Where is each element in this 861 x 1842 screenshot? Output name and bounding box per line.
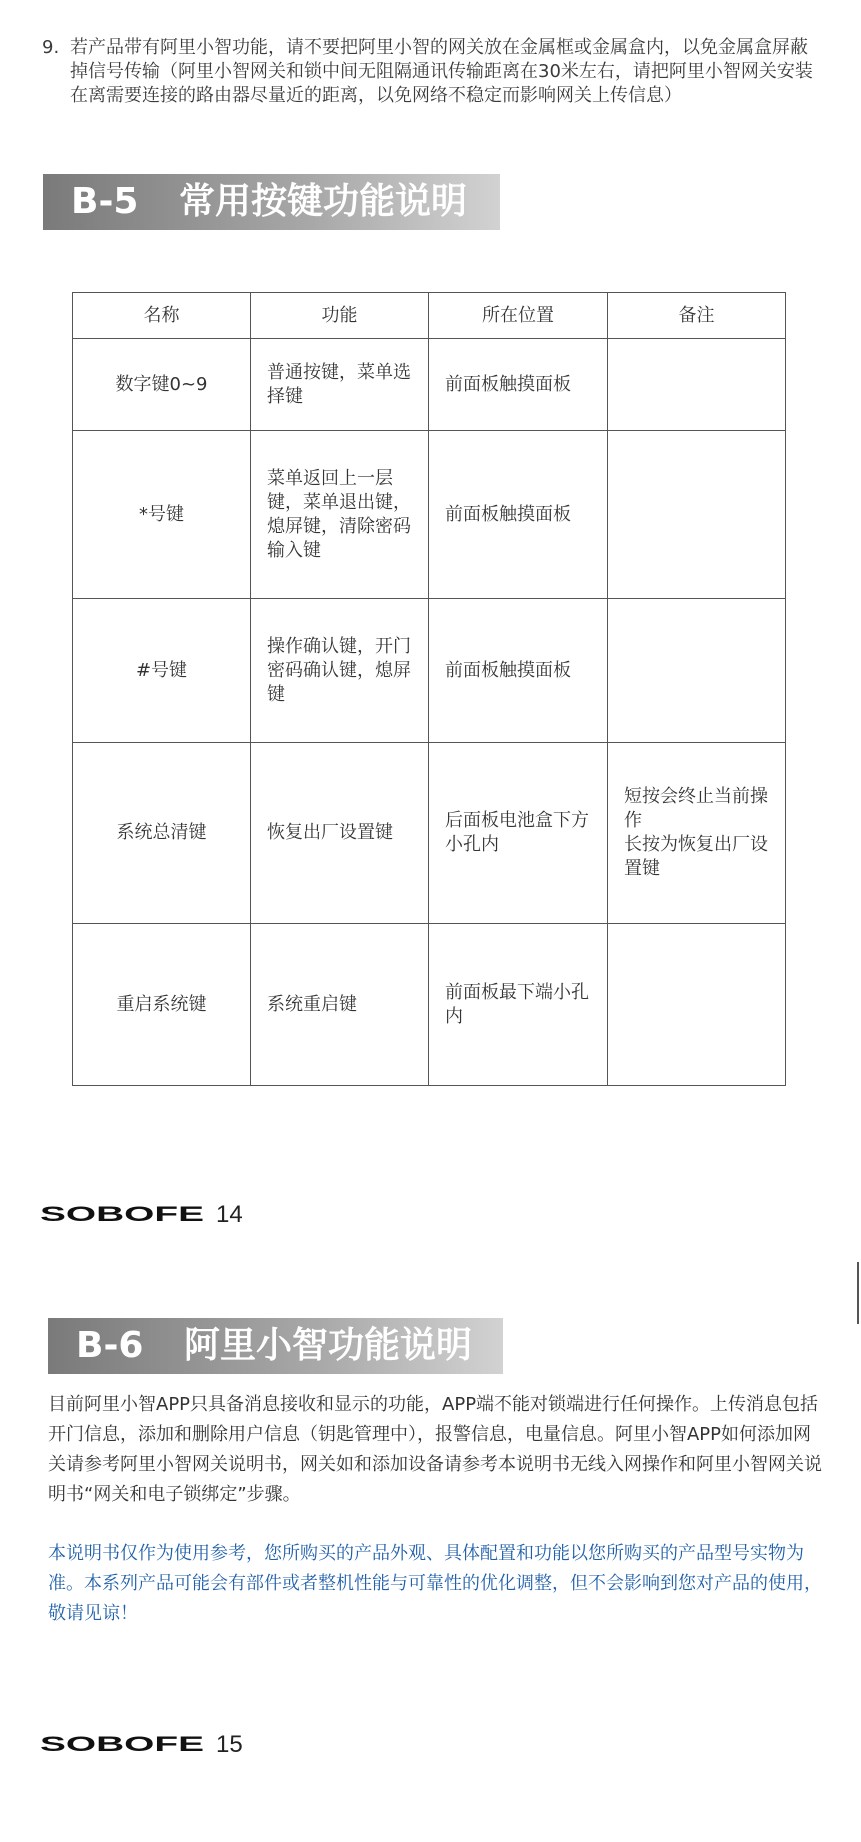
col-header-name: 名称 xyxy=(73,293,251,339)
page-edge-mark xyxy=(857,1262,859,1324)
cell-remark: 短按会终止当前操作 长按为恢复出厂设置键 xyxy=(608,743,786,924)
cell-function: 恢复出厂设置键 xyxy=(251,743,429,924)
page-number: 14 xyxy=(216,1201,243,1228)
section-banner-b5 xyxy=(43,174,500,230)
section-title: 阿里小智功能说明 xyxy=(184,1325,473,1366)
cell-name: 系统总清键 xyxy=(73,743,251,924)
brand-logo xyxy=(40,1734,206,1754)
note-text: 若产品带有阿里小智功能，请不要把阿里小智的网关放在金属框或金属盒内，以免金属盒屏蔽掉信号传输（阿里小智网关和锁中间无阻隔通讯传输距离在30米左右，请把阿里小智网关安装在离需要连接的路由器尽量近的距离，以免网络不稳定而影响网关上传信息） xyxy=(70,37,813,106)
cell-location: 前面板触摸面板 xyxy=(429,431,608,599)
section-banner-b6 xyxy=(48,1318,503,1374)
cell-name: *号键 xyxy=(73,431,251,599)
brand-logo-text: SOBOFE xyxy=(40,1734,204,1754)
cell-remark xyxy=(608,339,786,431)
cell-remark xyxy=(608,599,786,743)
section-title: 常用按键功能说明 xyxy=(179,181,468,222)
section-code: B-5 xyxy=(71,181,139,222)
cell-name: #号键 xyxy=(73,599,251,743)
intro-paragraph: 目前阿里小智APP只具备消息接收和显示的功能，APP端不能对锁端进行任何操作。上传消息包括开门信息，添加和删除用户信息（钥匙管理中），报警信息，电量信息。阿里小智APP如何添加网关请参考阿里小智网关说明书，网关如和添加设备请参考本说明书无线入网操作和阿里小智网关说明书“网关和电子锁绑定”步骤。 xyxy=(48,1394,822,1505)
section-code: B-6 xyxy=(76,1325,144,1366)
page-number: 15 xyxy=(216,1731,243,1758)
table-row xyxy=(73,924,786,1086)
cell-function: 菜单返回上一层键，菜单退出键，熄屏键，清除密码输入键 xyxy=(251,431,429,599)
cell-function: 普通按键，菜单选择键 xyxy=(251,339,429,431)
col-header-remark: 备注 xyxy=(608,293,786,339)
cell-name: 数字键0~9 xyxy=(73,339,251,431)
cell-remark xyxy=(608,924,786,1086)
cell-location: 前面板最下端小孔内 xyxy=(429,924,608,1086)
table-row xyxy=(73,743,786,924)
note-number: 9. xyxy=(42,37,60,58)
cell-name: 重启系统键 xyxy=(73,924,251,1086)
table-row xyxy=(73,431,786,599)
cell-location: 前面板触摸面板 xyxy=(429,599,608,743)
cell-location: 后面板电池盒下方小孔内 xyxy=(429,743,608,924)
brand-logo-text: SOBOFE xyxy=(40,1204,204,1224)
table-header-row xyxy=(73,293,786,339)
brand-logo xyxy=(40,1204,206,1224)
disclaimer-paragraph: 本说明书仅作为使用参考，您所购买的产品外观、具体配置和功能以您所购买的产品型号实物为准。本系列产品可能会有部件或者整机性能与可靠性的优化调整，但不会影响到您对产品的使用，敬请见谅！ xyxy=(48,1543,822,1624)
col-header-function: 功能 xyxy=(251,293,429,339)
table-row xyxy=(73,599,786,743)
cell-function: 系统重启键 xyxy=(251,924,429,1086)
cell-location: 前面板触摸面板 xyxy=(429,339,608,431)
table-row xyxy=(73,339,786,431)
cell-function: 操作确认键，开门密码确认键，熄屏键 xyxy=(251,599,429,743)
cell-remark xyxy=(608,431,786,599)
col-header-location: 所在位置 xyxy=(429,293,608,339)
key-function-table xyxy=(72,292,786,1086)
note-item-9 xyxy=(42,36,822,108)
